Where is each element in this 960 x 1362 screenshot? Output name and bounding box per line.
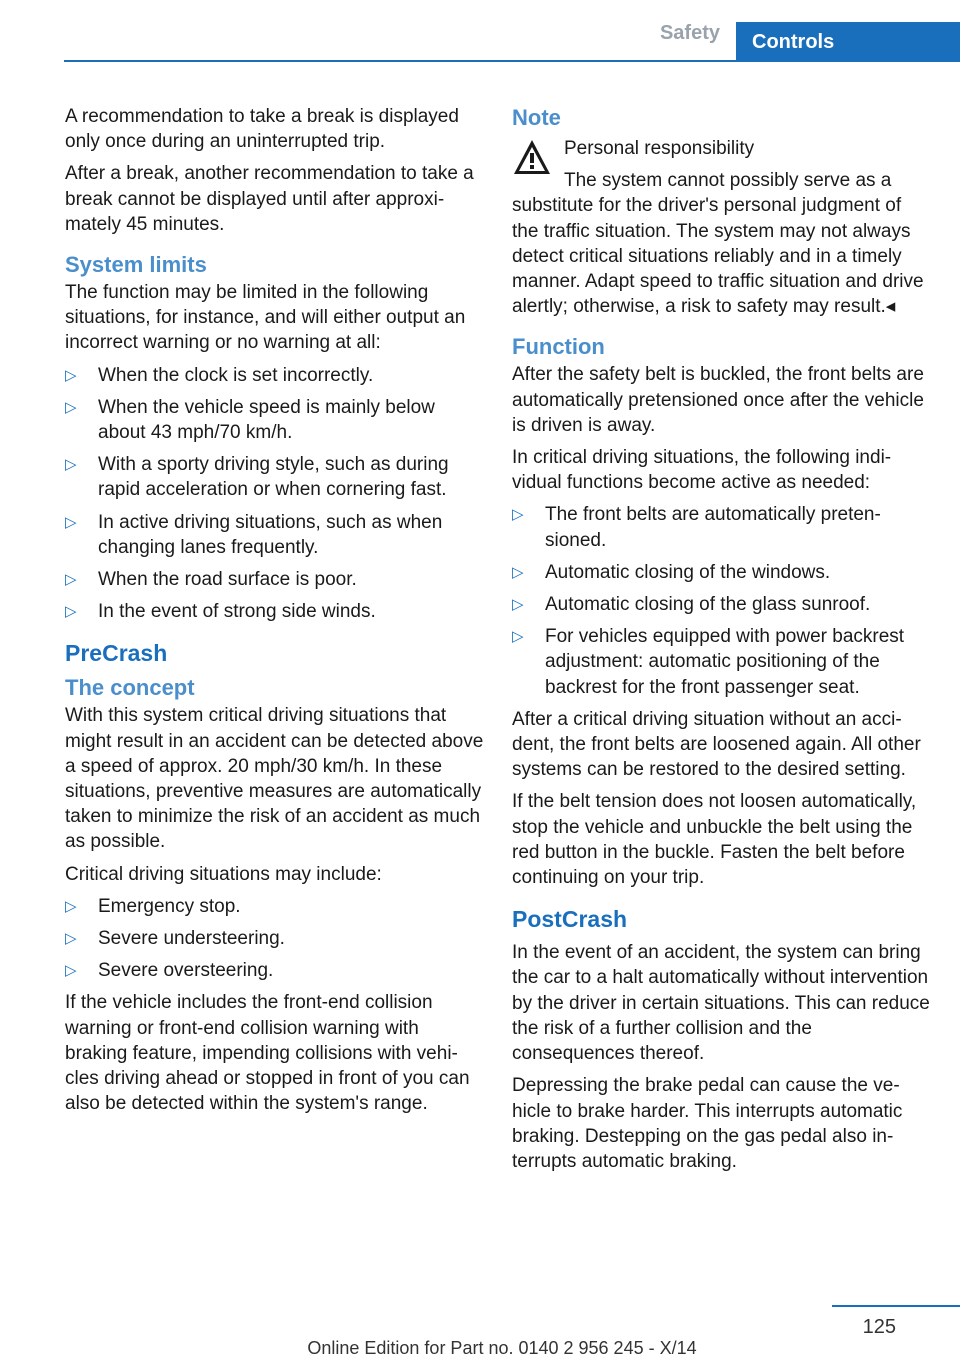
page-number: 125 — [862, 1316, 896, 1338]
triangle-bullet-icon: ▷ — [65, 366, 77, 384]
list-item-text: The front belts are automatically pretensioned. — [545, 504, 881, 551]
list-item-text: Automatic closing of the glass sunroof. — [545, 594, 871, 616]
list-item-text: In the event of strong side winds. — [98, 601, 376, 623]
list-item-text: With a sporty driving style, such as during rapid acceleration or when cornering fast. — [98, 454, 449, 501]
note-box — [512, 136, 932, 319]
paragraph: After a break, another recommendation to take a break cannot be displayed until after approximately 45 minutes. — [65, 163, 474, 235]
list-item-text: Automatic closing of the windows. — [545, 561, 831, 583]
right-column — [512, 104, 932, 1181]
section-heading-concept: The concept — [65, 675, 195, 701]
triangle-bullet-icon: ▷ — [65, 571, 77, 589]
triangle-bullet-icon: ▷ — [65, 456, 77, 474]
section-heading-postcrash: PostCrash — [512, 906, 628, 933]
header-rule — [64, 60, 960, 62]
triangle-bullet-icon: ▷ — [65, 897, 77, 915]
paragraph: With this system critical driving situations that might result in an accident can be detected above a speed of approx. 20 mph/30 km/h. In these situations, preventive measures are automatically taken to minimize the risk of an accident as much as possible. — [65, 705, 484, 853]
page-header — [0, 0, 960, 64]
section-heading-system-limits: System limits — [65, 252, 207, 278]
list-item — [65, 599, 485, 624]
triangle-bullet-icon: ▷ — [65, 962, 77, 980]
list-item — [65, 958, 485, 983]
paragraph: If the belt tension does not loosen automatically, stop the vehicle and unbuckle the belt using the red button in the buckle. Fasten the belt before continuing on your trip. — [512, 791, 917, 889]
limits-list — [65, 363, 485, 625]
list-item-text: Severe understeering. — [98, 928, 285, 950]
paragraph: After a critical driving situation without an accident, the front belts are loosened again. All other systems can be restored to the desired setting. — [512, 708, 921, 781]
paragraph: A recommendation to take a break is displayed only once during an uninterrupted trip. — [65, 106, 459, 153]
list-item-text: Severe oversteering. — [98, 960, 274, 982]
list-item — [65, 926, 485, 951]
triangle-bullet-icon: ▷ — [512, 628, 524, 646]
footer-rule — [832, 1305, 960, 1307]
list-item — [512, 560, 932, 585]
header-tab-controls[interactable]: Controls — [736, 22, 960, 62]
list-item-text: When the vehicle speed is mainly below about 43 mph/70 km/h. — [98, 396, 435, 444]
list-item — [65, 363, 485, 388]
paragraph: The function may be limited in the following situations, for instance, and will either output an incorrect warning or no warning at all: — [65, 282, 466, 354]
functions-list — [512, 502, 932, 699]
triangle-bullet-icon: ▷ — [512, 563, 524, 581]
left-column — [65, 104, 485, 1124]
note-body: The system cannot possibly serve as a substitute for the driver's personal judgment of the traffic situation. The system may not always detect critical situations reliably and in a timely manner. Adapt speed to traffic situation and drive alertly; otherwise, a risk to safety may result.◂ — [512, 170, 924, 318]
triangle-bullet-icon: ▷ — [65, 398, 77, 416]
paragraph: After the safety belt is buckled, the front belts are automatically pretensioned once after the vehicle is driven is away. — [512, 364, 924, 436]
section-heading-precrash: PreCrash — [65, 640, 168, 667]
paragraph: Critical driving situations may include: — [65, 863, 382, 885]
list-item-text: When the road surface is poor. — [98, 569, 357, 591]
triangle-bullet-icon: ▷ — [65, 930, 77, 948]
list-item-text: For vehicles equipped with power backrest adjustment: automatic positioning of the backrest for the front passenger seat. — [545, 626, 905, 698]
list-item — [65, 894, 485, 919]
list-item-text: In active driving situations, such as when changing lanes frequently. — [98, 511, 443, 558]
list-item — [512, 502, 932, 552]
triangle-bullet-icon: ▷ — [65, 513, 77, 531]
list-item — [65, 452, 485, 502]
triangle-bullet-icon: ▷ — [512, 596, 524, 614]
header-tab-safety[interactable]: Safety — [659, 22, 720, 44]
edition-footer: Online Edition for Part no. 0140 2 956 245 - X/14 — [307, 1338, 697, 1358]
triangle-bullet-icon: ▷ — [65, 603, 77, 621]
note-subtitle: Personal responsibility — [564, 138, 755, 159]
list-item — [65, 567, 485, 592]
paragraph: If the vehicle includes the front-end collision warning or front-end collision warning with braking feature, impending collisions with vehicles driving ahead or stopped in front of you can also be detected within the system's range. — [65, 992, 470, 1115]
paragraph: In the event of an accident, the system can bring the car to a halt automatically without intervention by the driver in certain situations. This can reduce the risk of a further collision and the consequences thereof. — [512, 942, 930, 1065]
list-item — [65, 510, 485, 560]
paragraph: Depressing the brake pedal can cause the vehicle to brake harder. This interrupts automatic braking. Destepping on the gas pedal also interrupts automatic braking. — [512, 1075, 903, 1172]
list-item — [512, 624, 932, 700]
paragraph: In critical driving situations, the following individual functions become active as needed: — [512, 447, 892, 494]
note-heading: Note — [512, 105, 561, 130]
triangle-bullet-icon: ▷ — [512, 506, 524, 524]
list-item — [512, 592, 932, 617]
list-item-text: Emergency stop. — [98, 895, 241, 917]
warning-triangle-icon — [512, 138, 552, 176]
list-item-text: When the clock is set incorrectly. — [98, 364, 374, 386]
critical-list — [65, 894, 485, 984]
section-heading-function: Function — [512, 334, 605, 360]
list-item — [65, 395, 485, 445]
